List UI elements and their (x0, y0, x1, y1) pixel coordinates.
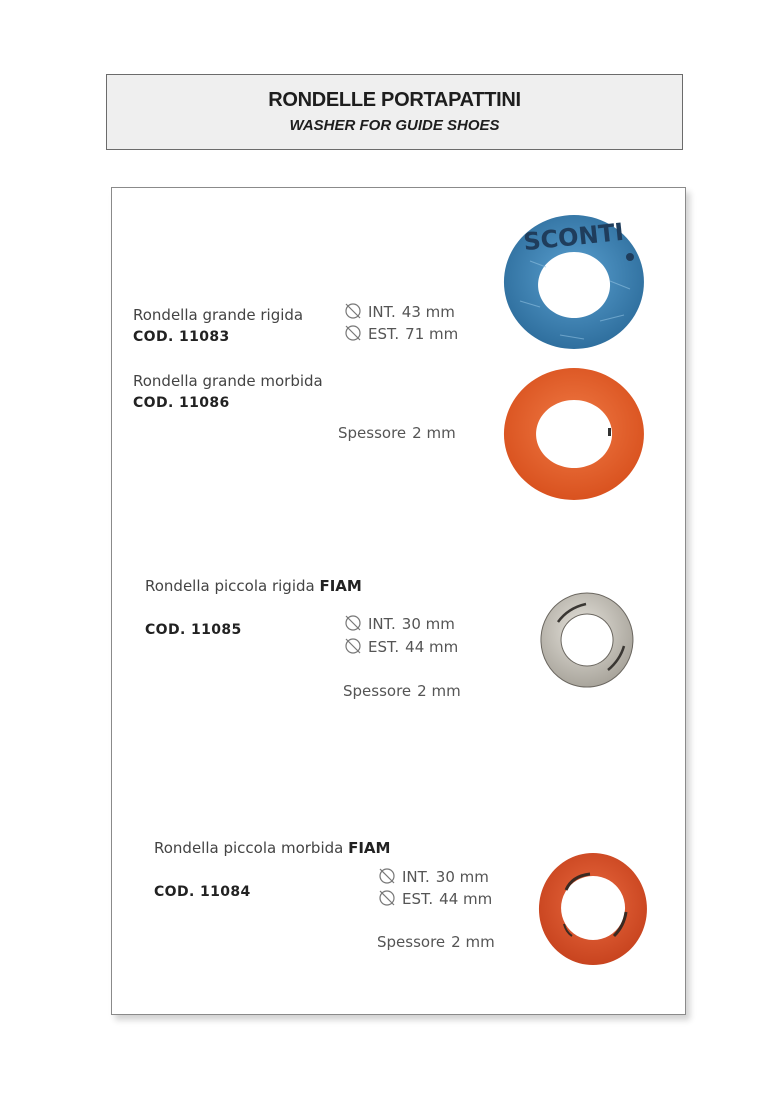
spec-est: EST. 44 mm (378, 889, 492, 908)
header-box (106, 74, 683, 150)
brand-label: FIAM (348, 839, 391, 857)
washer-image-blue (500, 211, 648, 353)
washer-image-orange (500, 364, 648, 504)
item-code: COD. 11085 (145, 622, 242, 638)
spec-spessore: Spessore 2 mm (338, 424, 456, 442)
washer-print-text: SCONTI (522, 217, 626, 257)
item-code: COD. 11084 (154, 884, 251, 900)
diameter-icon (344, 637, 362, 655)
item-name: Rondella grande rigida (133, 306, 304, 324)
item-name: Rondella piccola rigida FIAM (145, 577, 362, 595)
spec-spessore: Spessore 2 mm (343, 682, 461, 700)
spec-est: EST. 71 mm (344, 324, 458, 343)
spec-est: EST. 44 mm (344, 637, 458, 656)
item-name: Rondella grande morbida (133, 372, 323, 390)
diameter-icon (344, 614, 362, 632)
spec-int: INT. 43 mm (344, 302, 455, 321)
diameter-icon (344, 324, 362, 342)
diameter-icon (378, 867, 396, 885)
brand-label: FIAM (319, 577, 362, 595)
spec-int: INT. 30 mm (378, 867, 489, 886)
item-code: COD. 11083 (133, 329, 230, 345)
item-code: COD. 11086 (133, 395, 230, 411)
catalog-panel (111, 187, 686, 1015)
spec-spessore: Spessore 2 mm (377, 933, 495, 951)
washer-image-grey (538, 590, 636, 690)
item-name: Rondella piccola morbida FIAM (154, 839, 391, 857)
washer-image-red (536, 850, 650, 968)
page-subtitle: WASHER FOR GUIDE SHOES (289, 117, 500, 134)
page-title: RONDELLE PORTAPATTINI (268, 89, 521, 111)
diameter-icon (344, 302, 362, 320)
diameter-icon (378, 889, 396, 907)
spec-int: INT. 30 mm (344, 614, 455, 633)
